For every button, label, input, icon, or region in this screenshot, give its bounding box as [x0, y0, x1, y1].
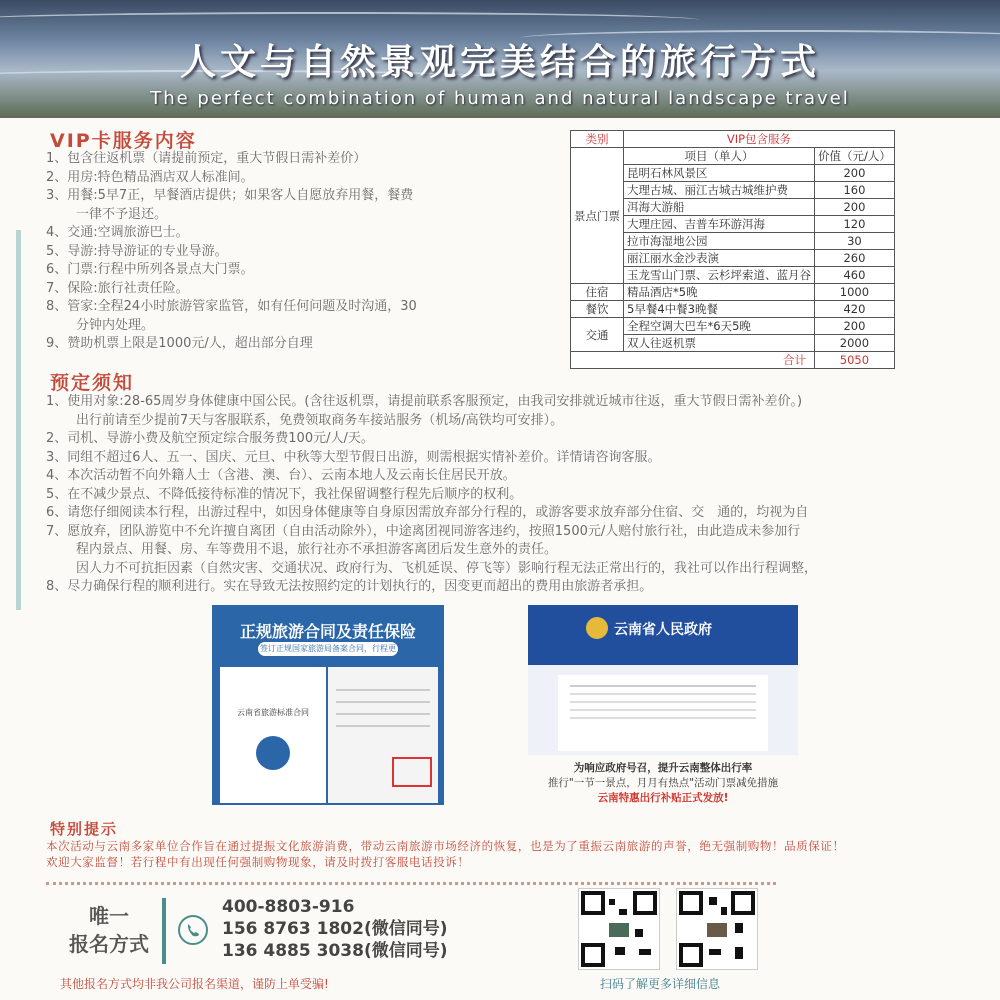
phone-numbers — [222, 896, 448, 962]
list-item: 3、用餐:5早7正，早餐酒店提供；如果客人自愿放弃用餐，餐费 — [46, 188, 414, 203]
contact-label: 唯一 报名方式 — [69, 904, 149, 956]
table-row: 大理古城、丽江古城古城维护费 160 — [571, 182, 895, 199]
list-item: 2、司机、导游小费及航空预定综合服务费100元/人/天。 — [46, 431, 374, 446]
contract-image — [212, 605, 444, 805]
list-item: 3、同组不超过6人、五一、国庆、元旦、中秋等大型节假日出游，则需根据实情补差价。详情请咨询客服。 — [46, 449, 661, 465]
list-item: 1、使用对象:28-65周岁身体健康中国公民。(含往返机票，请提前联系客服预定，由我司安排就近城市往返，重大节假日需补差价。) — [46, 394, 803, 409]
table-row: 玉龙雪山门票、云杉坪索道、蓝月谷 460 — [571, 267, 895, 284]
list-item: 8、尽力确保行程的顺利进行。实在导致无法按照约定的计划执行的，因变更而超出的费用由旅游者承担。 — [46, 579, 653, 594]
contract-title: 正规旅游合同及责任保险 — [239, 622, 416, 641]
table-row: 洱海大游船 200 — [571, 199, 895, 216]
table-header-service: VIP包含服务 — [624, 131, 895, 148]
list-item: 7、愿放弃，团队游览中不允许擅自离团（自由活动除外），中途离团视同游客违约，按照1500元/人赔付旅行社，由此造成未参加行 — [46, 523, 801, 539]
table-row: 拉市海湿地公园 30 — [571, 233, 895, 250]
list-item: 出行前请至少提前7天与客服联系，免费领取商务车接站服务（机场/高铁均可安排）。 — [76, 412, 564, 428]
national-emblem-icon — [586, 617, 608, 639]
gov-caption-1: 为响应政府号召，提升云南整体出行率 — [573, 762, 753, 774]
table-col-value: 价值（元/人） — [815, 148, 895, 165]
phone-icon — [178, 915, 208, 945]
vip-service-list — [46, 150, 546, 354]
gov-website-image — [528, 605, 798, 755]
warning-text: 其他报名方式均非我公司报名渠道，谨防上单受骗! — [60, 977, 329, 991]
list-item: 5、导游:持导游证的专业导游。 — [46, 243, 228, 259]
contract-subtitle: 签订正规国家旅游局备案合同，行程更有保障 — [260, 644, 396, 667]
list-item: 9、赞助机票上限是1000元/人，超出部分自理 — [46, 336, 313, 351]
tips-text — [46, 838, 976, 870]
table-row: 餐饮 5早餐4中餐3晚餐 420 — [571, 301, 895, 318]
table-total-row: 合计 5050 — [571, 352, 895, 369]
list-item: 2、用房:特色精品酒店双人标准间。 — [46, 169, 254, 185]
list-item: 一律不予退还。 — [76, 206, 168, 222]
list-item: 1、包含往返机票（请提前预定，重大节假日需补差价） — [46, 151, 367, 166]
qr-code-icon[interactable] — [578, 888, 660, 970]
booking-section-title: 预定须知 — [50, 372, 135, 394]
stamp-box — [392, 757, 432, 787]
gov-page-content — [558, 675, 768, 751]
list-item: 6、门票:行程中所列各景点大门票。 — [46, 262, 254, 277]
banner-subtitle: The perfect combination of human and natural landscape travel — [150, 88, 850, 109]
gov-site-title: 云南省人民政府 — [614, 622, 712, 638]
tips-line-1: 本次活动与云南多家单位合作旨在通过提振文化旅游消费，带动云南旅游市场经济的恢复，也是为了重振云南旅游的声誉，绝无强制购物！品质保证！ — [46, 839, 845, 853]
gov-header-bar — [528, 605, 798, 665]
table-row: 交通 全程空调大巴车*6天5晚 200 — [571, 318, 895, 335]
table-header-category: 类别 — [571, 131, 624, 148]
banner-title: 人文与自然景观完美结合的旅行方式 — [179, 42, 820, 83]
table-row: 丽江丽水金沙表演 260 — [571, 250, 895, 267]
tips-title: 特别提示 — [50, 820, 119, 838]
header-banner — [0, 0, 1000, 118]
contract-document — [220, 667, 326, 803]
qr-caption: 扫码了解更多详细信息 — [600, 977, 721, 991]
contract-doc-title: 云南省旅游标准合同 — [237, 708, 309, 717]
table-col-item: 项目（单人） — [624, 148, 815, 165]
phone-number[interactable]: 156 8763 1802(微信同号) — [222, 919, 448, 939]
list-item: 8、管家:全程24小时旅游管家监管，如有任何问题及时沟通，30 — [46, 299, 417, 314]
emblem-icon — [256, 736, 290, 770]
decorative-strip — [16, 230, 21, 610]
gov-caption-3: 云南特惠出行补贴正式发放! — [597, 792, 729, 804]
list-item: 分钟内处理。 — [76, 317, 155, 333]
phone-number[interactable]: 400-8803-916 — [222, 897, 355, 917]
list-item: 因人力不可抗拒因素（自然灾害、交通状况、政府行为、飞机延误、停飞等）影响行程无法正常出行的，我社可以作出行程调整， — [76, 560, 818, 576]
qr-code-icon[interactable] — [676, 888, 758, 970]
list-item: 程内景点、用餐、房、车等费用不退，旅行社亦不承担游客离团后发生意外的责任。 — [76, 542, 558, 557]
table-row: 双人往返机票 2000 — [571, 335, 895, 352]
vip-price-table — [570, 130, 891, 369]
list-item: 5、在不减少景点、不降低接待标准的情况下，我社保留调整行程先后顺序的权利。 — [46, 486, 523, 502]
list-item: 7、保险:旅行社责任险。 — [46, 280, 189, 296]
vip-section-title: VIP卡服务内容 — [50, 130, 197, 152]
table-row: 住宿 精品酒店*5晚 1000 — [571, 284, 895, 301]
terrace-decoration — [0, 12, 700, 28]
list-item: 6、请您仔细阅读本行程，出游过程中，如因身体健康等自身原因需放弃部分行程的，或游客要求放弃部分住宿、交 通的，均视为自 — [46, 505, 809, 520]
contract-form — [328, 667, 438, 803]
list-item: 4、本次活动暂不向外籍人士（含港、澳、台）、云南本地人及云南长住居民开放。 — [46, 468, 516, 483]
booking-notice-list — [46, 393, 976, 597]
phone-number[interactable]: 136 4885 3038(微信同号) — [222, 941, 448, 961]
gov-caption-2: 推行"一节一景点，月月有热点"活动门票减免措施 — [547, 777, 779, 789]
contact-divider — [162, 898, 166, 964]
dotted-divider — [46, 882, 776, 885]
table-row: 大理庄园、吉普车环游洱海 120 — [571, 216, 895, 233]
table-row: 昆明石林风景区 200 — [571, 165, 895, 182]
tips-line-2: 欢迎大家监督！若行程中有出现任何强制购物现象，请及时拨打客服电话投诉！ — [46, 855, 470, 869]
list-item: 4、交通:空调旅游巴士。 — [46, 225, 189, 240]
table-category: 景点门票 — [571, 148, 624, 284]
